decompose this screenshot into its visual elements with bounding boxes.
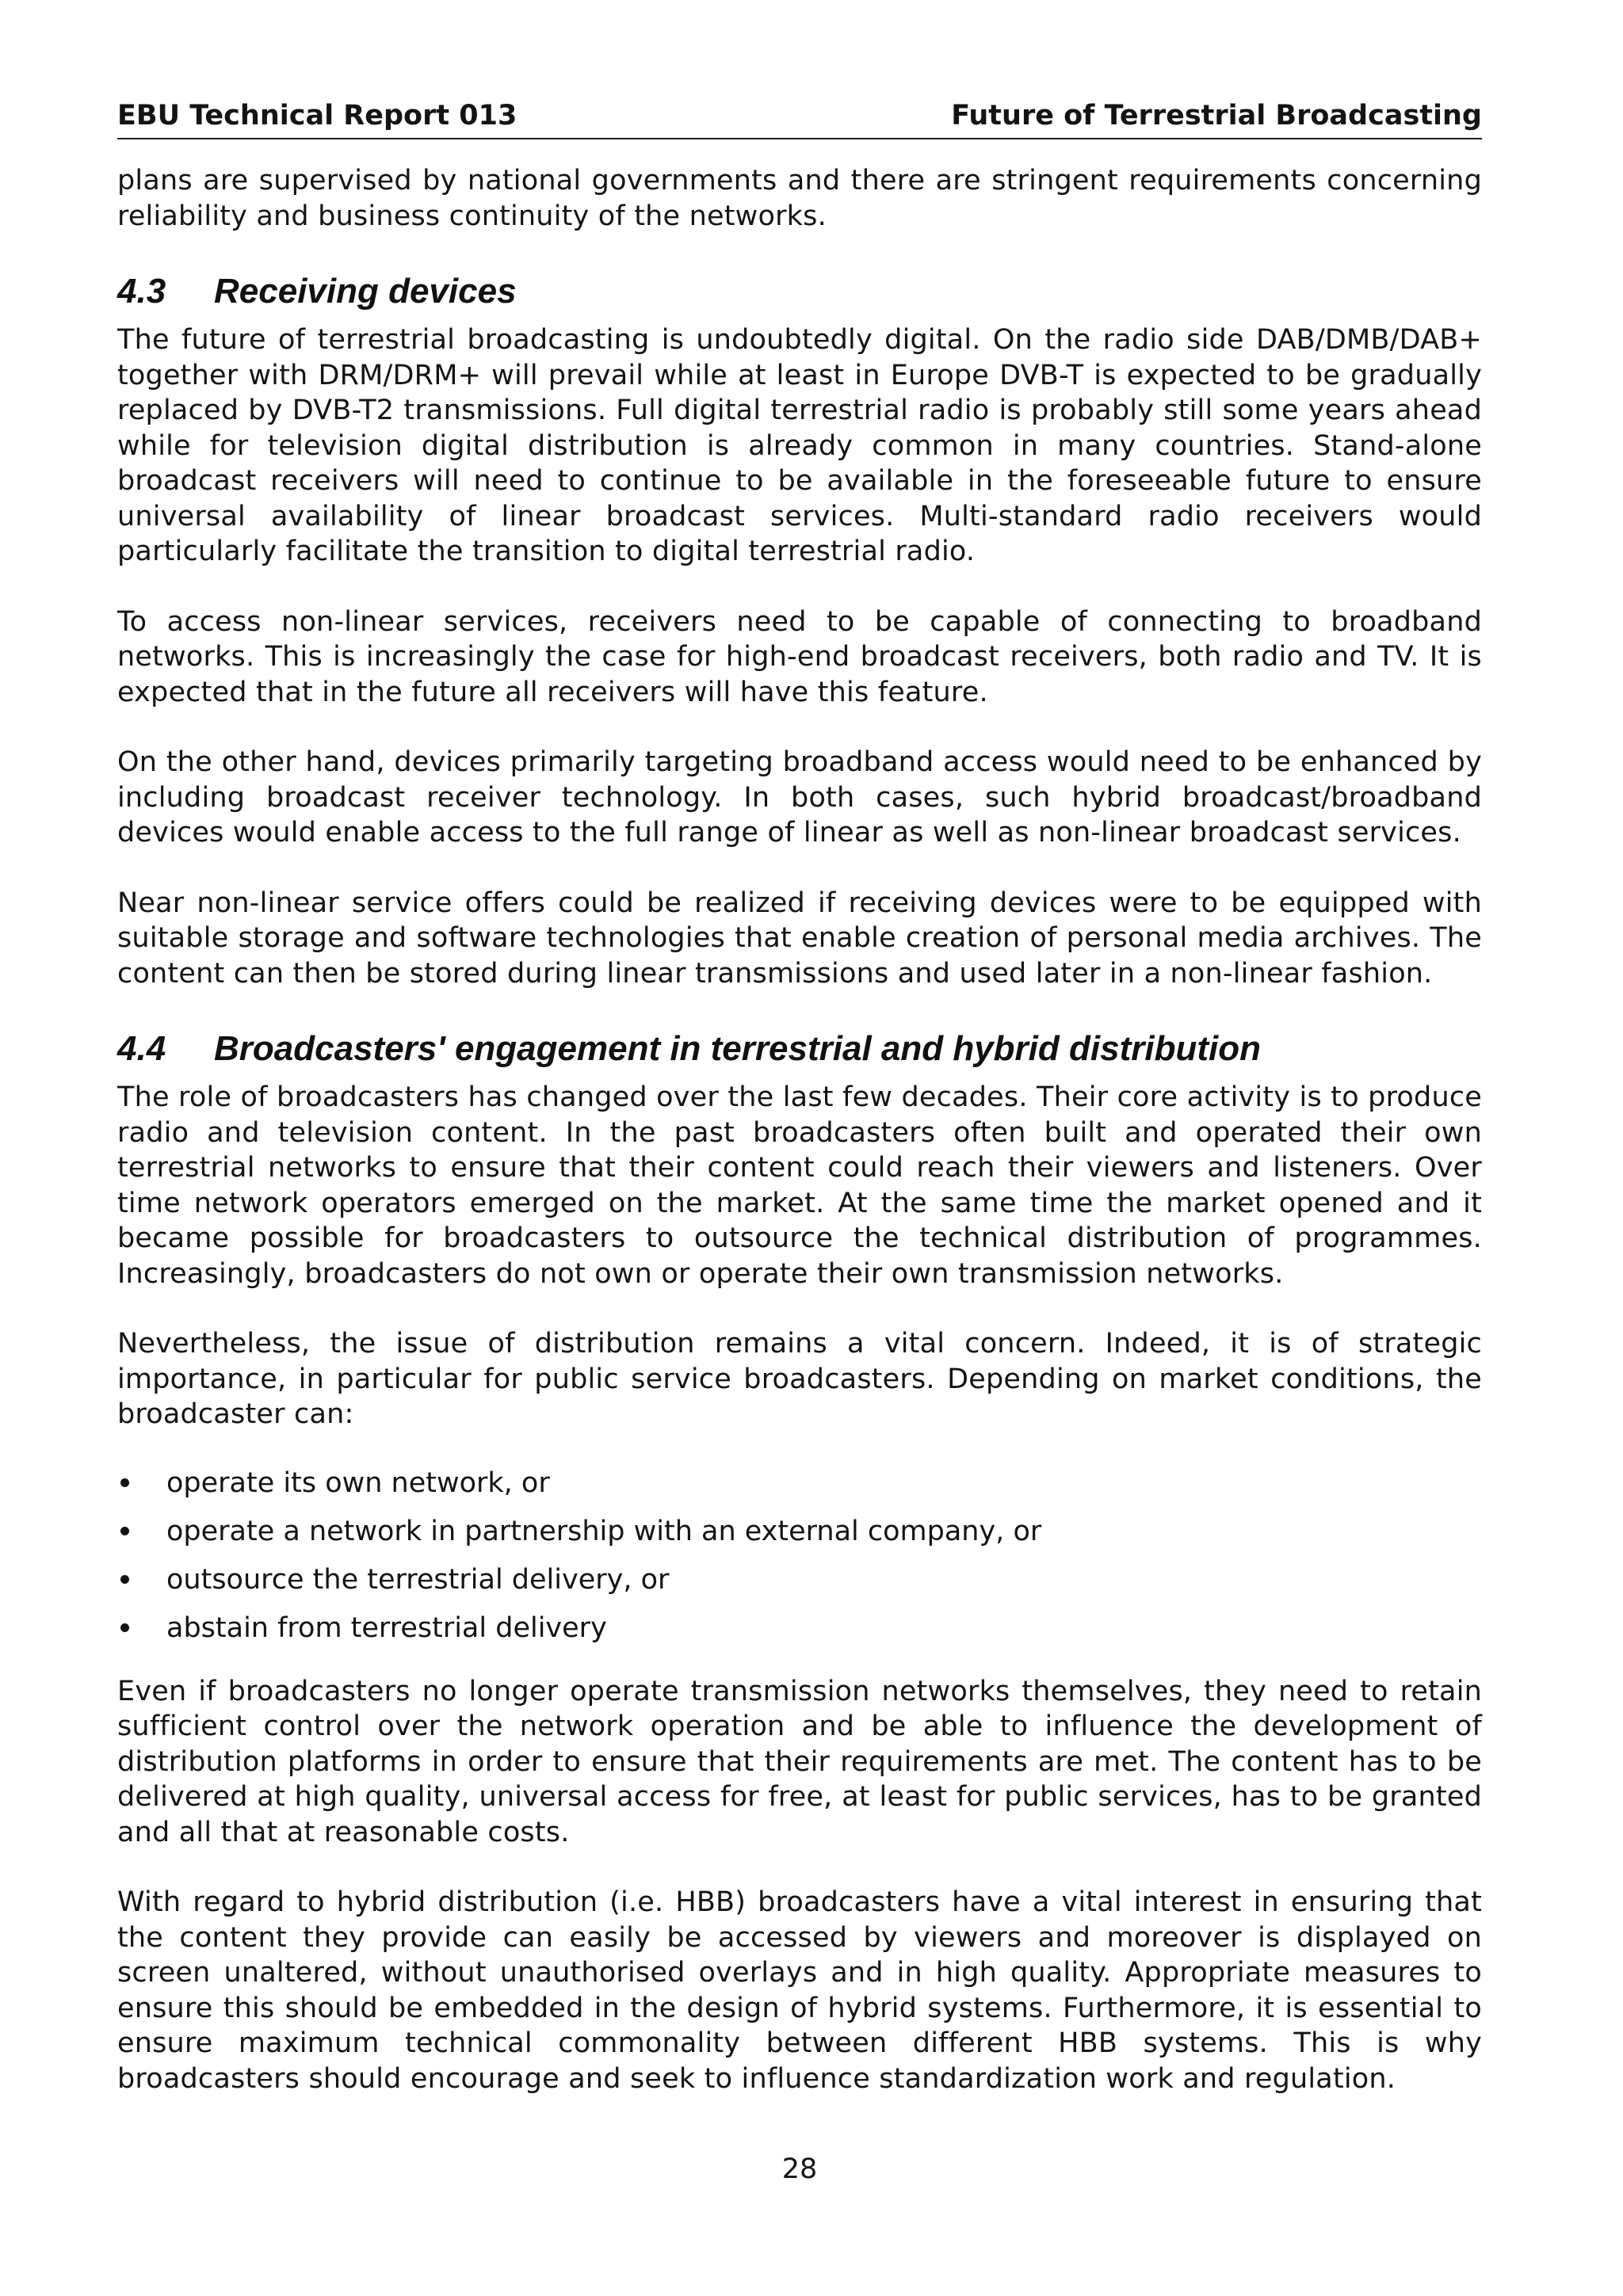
- header-document-title: Future of Terrestrial Broadcasting: [951, 100, 1482, 132]
- list-item: [117, 1562, 1482, 1597]
- running-header: [117, 97, 1482, 139]
- intro-paragraph: plans are supervised by national governments and there are stringent requirements concerning reliability and business continuity of the networks.: [117, 165, 1482, 232]
- section-number: 4.4: [117, 1029, 166, 1068]
- list-item: [117, 1611, 1482, 1646]
- section-heading-4-3: [117, 269, 1482, 315]
- section-heading-4-4: [117, 1026, 1482, 1072]
- header-report-title: EBU Technical Report 013: [117, 100, 517, 132]
- bullet-icon: [120, 1623, 129, 1632]
- paragraph: Nevertheless, the issue of distribution remains a vital concern. Indeed, it is of strategic importance, in particular for public service broadcasters. Depending on market conditions, the broadcaster can:: [117, 1328, 1482, 1430]
- section-title: Broadcasters' engagement in terrestrial and hybrid distribution: [214, 1029, 1261, 1068]
- paragraph: Even if broadcasters no longer operate transmission networks themselves, they need to retain sufficient control over the network operation and be able to influence the development of distribution platforms in order to ensure that their requirements are met. The content has to be delivered at high quality, universal access for free, at least for public services, has to be granted and all that at reasonable costs.: [117, 1675, 1482, 1848]
- body-text: [117, 163, 1482, 2131]
- list-item-text: operate its own network, or: [166, 1466, 550, 1499]
- section-number: 4.3: [117, 272, 166, 311]
- paragraph: To access non-linear services, receivers need to be capable of connecting to broadband networks. This is increasingly the case for high-end broadcast receivers, both radio and TV. It is expected that in the future all receivers will have this feature.: [117, 605, 1482, 708]
- list-item: [117, 1514, 1482, 1549]
- page-number: 28: [781, 2153, 818, 2185]
- list-item-text: abstain from terrestrial delivery: [166, 1611, 607, 1644]
- bullet-icon: [120, 1527, 129, 1535]
- paragraph: The role of broadcasters has changed over the last few decades. Their core activity is to produce radio and television content. In the past broadcasters often built and operated their own terrestrial networks to ensure that their content could reach their viewers and listeners. Over time network operators emerged on the market. At the same time the market opened and it became possible for broadcasters to outsource the technical distribution of programmes. Increasingly, broadcasters do not own or operate their own transmission networks.: [117, 1081, 1482, 1290]
- paragraph: On the other hand, devices primarily targeting broadband access would need to be enhanced by including broadcast receiver technology. In both cases, such hybrid broadcast/broadband devices would enable access to the full range of linear as well as non-linear broadcast services.: [117, 746, 1482, 849]
- paragraph: Near non-linear service offers could be realized if receiving devices were to be equipped with suitable storage and software technologies that enable creation of personal media archives. The content can then be stored during linear transmissions and used later in a non-linear fashion.: [117, 887, 1482, 990]
- list-item: [117, 1466, 1482, 1501]
- list-item-text: outsource the terrestrial delivery, or: [166, 1563, 670, 1596]
- paragraph: The future of terrestrial broadcasting is undoubtedly digital. On the radio side DAB/DMB/DAB+ together with DRM/DRM+ will prevail while at least in Europe DVB-T is expected to be gradually replaced by DVB-T2 transmissions. Full digital terrestrial radio is probably still some years ahead while for television digital distribution is already common in many countries. Stand-alone broadcast receivers will need to continue to be available in the foreseeable future to ensure universal availability of linear broadcast services. Multi-standard radio receivers would particularly facilitate the transition to digital terrestrial radio.: [117, 324, 1482, 567]
- bullet-icon: [120, 1478, 129, 1487]
- list-item-text: operate a network in partnership with an external company, or: [166, 1515, 1042, 1547]
- bullet-list: [117, 1466, 1482, 1646]
- document-page: [117, 0, 1482, 2296]
- bullet-icon: [120, 1575, 129, 1584]
- section-title: Receiving devices: [214, 272, 517, 311]
- paragraph: With regard to hybrid distribution (i.e. HBB) broadcasters have a vital interest in ensuring that the content they provide can easily be accessed by viewers and moreover is displayed on screen unaltered, without unauthorised overlays and in high quality. Appropriate measures to ensure this should be embedded in the design of hybrid systems. Furthermore, it is essential to ensure maximum technical commonality between different HBB systems. This is why broadcasters should encourage and seek to influence standardization work and regulation.: [117, 1886, 1482, 2095]
